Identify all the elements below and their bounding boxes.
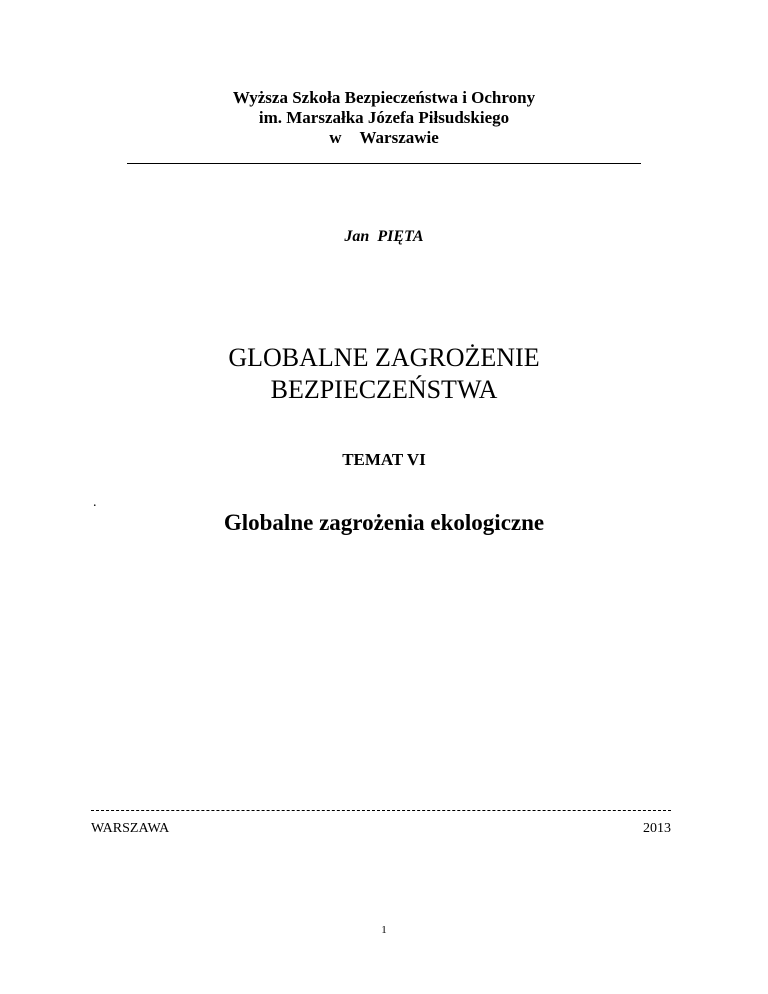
document-subtitle: Globalne zagrożenia ekologiczne [223,510,545,535]
document-title-line-1: GLOBALNE ZAGROŻENIE [228,343,540,372]
document-title-line-2: BEZPIECZEŃSTWA [270,375,498,404]
institution-city-prefix: w [329,128,342,147]
stray-dot-mark: . [93,495,97,510]
institution-name-line-2: im. Marszałka Józefa Piłsudskiego [258,108,510,127]
institution-name-line-3 [0,128,768,148]
footer-city: WARSZAWA [91,821,170,836]
footer-divider [91,810,671,811]
footer-year: 2013 [643,821,671,836]
author-name: Jan PIĘTA [344,228,424,245]
header-divider [127,163,641,164]
topic-label: TEMAT VI [342,450,426,469]
page-number: 1 [381,924,387,936]
institution-name-line-1: Wyższa Szkoła Bezpieczeństwa i Ochrony [232,88,536,107]
institution-city: Warszawie [359,128,439,147]
